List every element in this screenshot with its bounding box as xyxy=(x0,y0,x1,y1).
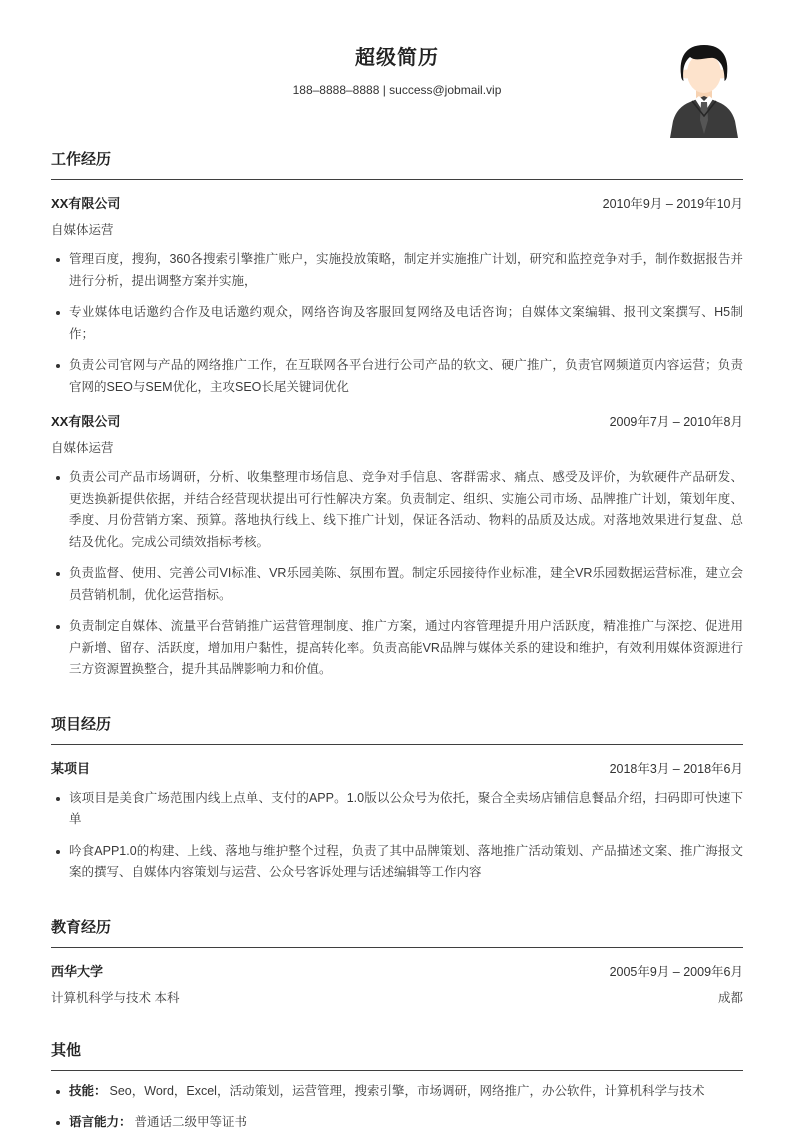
entry-header xyxy=(51,195,743,213)
bullet-item: 吟食APP1.0的构建、上线、落地与维护整个过程，负责了其中品牌策划、落地推广活动策划、产品描述文案、推广海报文案的撰写、自媒体内容策划与运营、公众号客诉处理与话述编辑等工作内容 xyxy=(51,841,743,884)
bullet-list xyxy=(51,467,743,681)
school-location: 成都 xyxy=(717,990,743,1005)
language-text: 普通话二级甲等证书 xyxy=(134,1115,248,1129)
bullet-item: 负责监督、使用、完善公司VI标准、VR乐园美陈、氛围布置。制定乐园接待作业标准，建全VR乐园数据运营标准，建立会员营销机制，优化运营指标。 xyxy=(51,563,743,606)
entry-header xyxy=(51,760,743,778)
project-entry-1 xyxy=(51,760,743,884)
company-name: XX有限公司 xyxy=(51,414,121,429)
work-entry-1 xyxy=(51,195,743,398)
avatar xyxy=(666,42,742,138)
avatar-face xyxy=(687,53,721,93)
company-name: XX有限公司 xyxy=(51,196,121,211)
bullet-item: 负责公司产品市场调研，分析、收集整理市场信息、竞争对手信息、客群需求、痛点、感受及评价，为软硬件产品研发、更迭换新提供依据，并结合经营现状提出可行性解决方案。负责制定、组织、实施公司市场、品牌推广计划，策划年度、季度、月份营销方案、预算。落地执行线上、线下推广计划，保证各活动、物料的品质及达成。对落地效果进行复盘、总结及优化。完成公司绩效指标考核。 xyxy=(51,467,743,553)
section-work xyxy=(51,150,743,681)
bullet-item-language xyxy=(51,1112,743,1134)
date-range: 2018年3月 – 2018年6月 xyxy=(609,761,743,776)
entry-header xyxy=(51,413,743,431)
entry-header xyxy=(51,963,743,981)
section-heading-projects: 项目经历 xyxy=(51,715,743,745)
bullet-list xyxy=(51,788,743,884)
page-title: 超级简历 xyxy=(355,47,439,69)
project-name: 某项目 xyxy=(51,760,91,776)
date-range: 2005年9月 – 2009年6月 xyxy=(609,964,743,979)
bullet-item: 负责制定自媒体、流量平台营销推广运营管理制度、推广方案，通过内容管理提升用户活跃度，精准推广与深挖、促进用户新增、留存、活跃度，增加用户黏性，提高转化率。负责高能VR品牌与媒体关系的建设和维护，有效利用媒体资源进行三方资源置换整合，提升其品牌影响力和价值。 xyxy=(51,616,743,681)
language-label: 语言能力： xyxy=(69,1115,132,1129)
job-role xyxy=(51,440,743,457)
education-detail xyxy=(51,990,743,1007)
section-heading-education: 教育经历 xyxy=(51,918,743,948)
skills-label: 技能： xyxy=(69,1083,107,1098)
section-projects xyxy=(51,715,743,884)
skills-text: Seo，Word，Excel，活动策划，运营管理，搜索引擎，市场调研，网络推广，办公软件，计算机科学与技术 xyxy=(109,1083,705,1098)
bullet-item: 负责公司官网与产品的网络推广工作，在互联网各平台进行公司产品的软文、硬广推广，负责官网频道页内容运营；负责官网的SEO与SEM优化，主攻SEO长尾关键词优化 xyxy=(51,355,743,398)
bullet-item: 专业媒体电话邀约合作及电话邀约观众，网络咨询及客服回复网络及电话咨询；自媒体文案编辑、报刊文案撰写、H5制作； xyxy=(51,302,743,345)
bullet-item-skills xyxy=(51,1081,743,1103)
date-range: 2010年9月 – 2019年10月 xyxy=(602,197,743,211)
education-entry-1 xyxy=(51,963,743,1007)
bullet-list xyxy=(51,1081,743,1134)
section-education xyxy=(51,918,743,1007)
school-name: 西华大学 xyxy=(51,963,104,979)
job-role-text: 自媒体运营 xyxy=(51,223,114,237)
date-range: 2009年7月 – 2010年8月 xyxy=(609,415,743,429)
male-avatar-icon xyxy=(666,42,742,138)
section-heading-work: 工作经历 xyxy=(51,150,743,180)
bullet-item: 管理百度，搜狗，360各搜索引擎推广账户，实施投放策略，制定并实施推广计划，研究和监控竞争对手，制作数据报告并进行分析，提出调整方案并实施， xyxy=(51,249,743,292)
job-role xyxy=(51,222,743,239)
job-role-text: 自媒体运营 xyxy=(51,441,114,455)
section-other xyxy=(51,1041,743,1134)
resume-header xyxy=(51,44,743,98)
bullet-item: 该项目是美食广场范围内线上点单、支付的APP。1.0版以公众号为依托，聚合全卖场店铺信息餐品介绍，扫码即可快速下单 xyxy=(51,788,743,831)
work-entry-2 xyxy=(51,413,743,681)
major-degree: 计算机科学与技术 本科 xyxy=(51,990,180,1005)
contact-line: 188–8888–8888 | success@jobmail.vip xyxy=(292,83,502,97)
bullet-list xyxy=(51,249,743,398)
section-heading-other: 其他 xyxy=(51,1041,743,1071)
